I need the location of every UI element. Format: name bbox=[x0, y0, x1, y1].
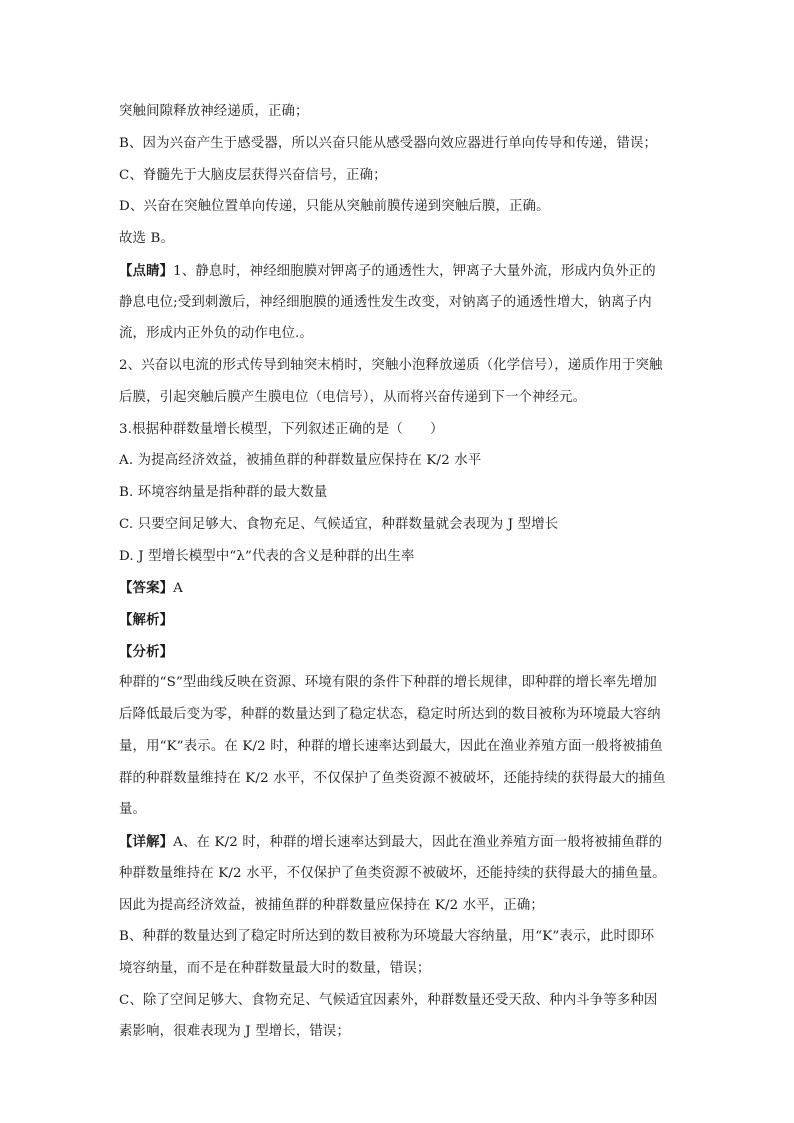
question-stem: 3.根据种群数量增长模型，下列叙述正确的是（ ） bbox=[119, 422, 444, 437]
option-c: C. 只要空间足够大、食物充足、气候适宜，种群数量就会表现为 J 型增长 bbox=[119, 517, 559, 532]
option-d: D. J 型增长模型中“λ”代表的含义是种群的出生率 bbox=[119, 549, 415, 564]
text-line: C、除了空间足够大、食物充足、气候适宜因素外，种群数量还受天敌、种内斗争等多种因 bbox=[119, 993, 658, 1008]
text-line bbox=[119, 261, 679, 282]
answer-line bbox=[119, 578, 679, 599]
text-line: 种群的“S”型曲线反映在资源、环境有限的条件下种群的增长规律，即种群的增长率先增加 bbox=[119, 675, 657, 690]
text-line: 量，用“K”表示。在 K/2 时，种群的增长速率达到最大，因此在渔业养殖方面一般将被捕鱼 bbox=[119, 739, 663, 754]
text-line: D、兴奋在突触位置单向传递，只能从突触前膜传递到突触后膜，正确。 bbox=[119, 199, 550, 214]
jiexi-tag: 【解析】 bbox=[119, 612, 174, 628]
text-line: 群的种群数量维持在 K/2 水平，不仅保护了鱼类资源不被破坏，还能持续的获得最大的捕鱼 bbox=[119, 771, 666, 786]
text-line: B、因为兴奋产生于感受器，所以兴奋只能从感受器向效应器进行单向传导和传递，错误； bbox=[119, 136, 658, 151]
text-line: 境容纳量，而不是在种群数量最大时的数量，错误； bbox=[119, 961, 431, 976]
xiangjie-tag: 【详解】 bbox=[119, 834, 174, 850]
text-line: 静息电位;受到刺激后，神经细胞膜的通透性发生改变，对钠离子的通透性增大，钠离子内 bbox=[119, 295, 652, 310]
text-line: 2、兴奋以电流的形式传导到轴突末梢时，突触小泡释放递质（化学信号），递质作用于突触 bbox=[119, 358, 663, 373]
dianjing-text: 1、静息时，神经细胞膜对钾离子的通透性大，钾离子大量外流，形成内负外正的 bbox=[173, 264, 656, 279]
text-line bbox=[119, 832, 679, 853]
text-line: 故选 B。 bbox=[119, 231, 175, 246]
option-b: B. 环境容纳量是指种群的最大数量 bbox=[119, 485, 328, 500]
text-line: 突触间隙释放神经递质，正确； bbox=[119, 104, 309, 119]
text-line: B、种群的数量达到了稳定时所达到的数目被称为环境最大容纳量，用“K”表示，此时即环 bbox=[119, 929, 655, 944]
dianjing-tag: 【点睛】 bbox=[119, 263, 174, 279]
answer-tag: 【答案】 bbox=[119, 580, 174, 596]
text-line: 种群数量维持在 K/2 水平，不仅保护了鱼类资源不被破坏，还能持续的获得最大的捕鱼量。 bbox=[119, 866, 666, 881]
answer-value: A bbox=[173, 581, 183, 596]
text-line: 素影响，很难表现为 J 型增长，错误； bbox=[119, 1024, 350, 1039]
text-line: 后膜，引起突触后膜产生膜电位（电信号），从而将兴奋传递到下一个神经元。 bbox=[119, 390, 587, 405]
text-line: 后降低最后变为零，种群的数量达到了稳定状态，稳定时所达到的数目被称为环境最大容纳 bbox=[119, 707, 661, 722]
text-line: 量。 bbox=[119, 802, 147, 817]
option-a: A. 为提高经济效益，被捕鱼群的种群数量应保持在 K/2 水平 bbox=[119, 453, 482, 468]
text-line: 因此为提高经济效益，被捕鱼群的种群数量应保持在 K/2 水平，正确； bbox=[119, 898, 544, 913]
text-line: C、脊髓先于大脑皮层获得兴奋信号，正确； bbox=[119, 168, 387, 183]
fenxi-tag: 【分析】 bbox=[119, 644, 174, 660]
text-line: 流，形成内正外负的动作电位.。 bbox=[119, 326, 313, 341]
xiangjie-text: A、在 K/2 时，种群的增长速率达到最大，因此在渔业养殖方面一般将被捕鱼群的 bbox=[173, 835, 663, 850]
